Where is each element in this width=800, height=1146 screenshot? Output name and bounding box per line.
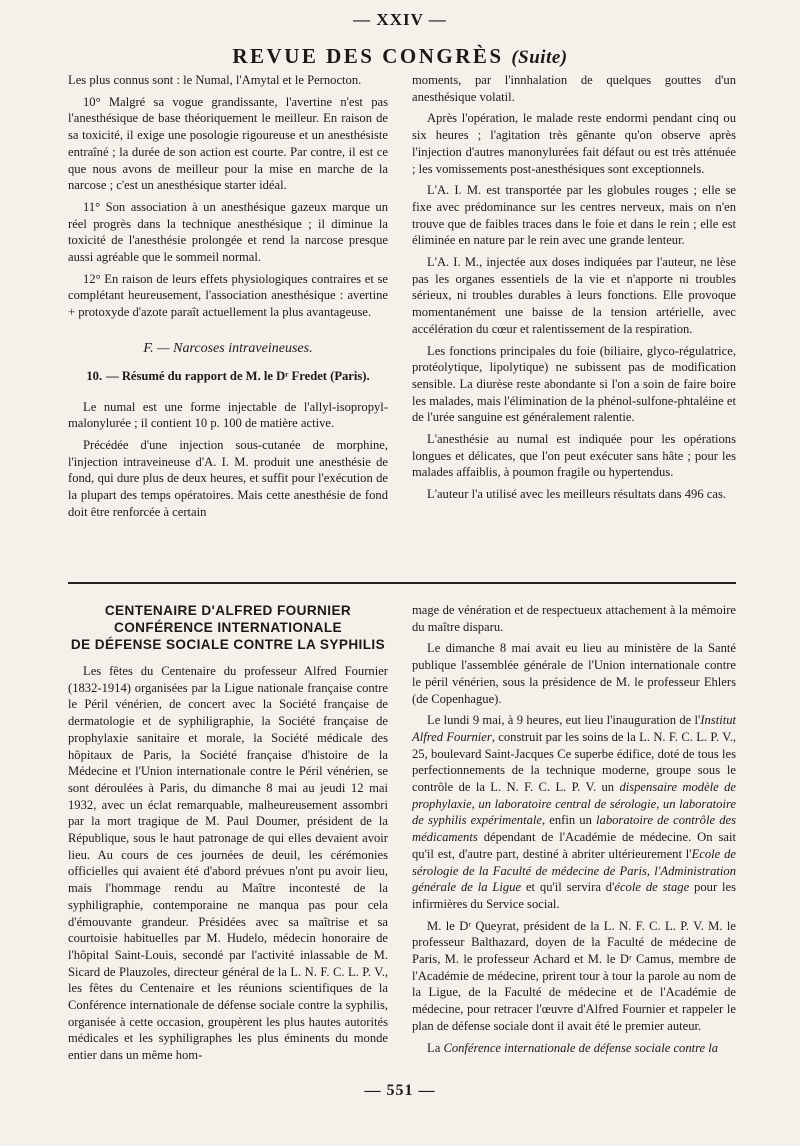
running-head	[0, 44, 800, 69]
paragraph: Le numal est une forme injectable de l'allyl-isopropyl-malonylurée ; il contient 10 p. 100 de matière active.	[68, 399, 388, 431]
text-run: dépendant de l'Académie de médecine. On sait qu'il est, d'autre part, destiné à abriter ultérieurement l'	[412, 830, 736, 861]
paragraph: L'A. I. M., injectée aux doses indiquées par l'auteur, ne lèse pas les organes essentiels de la vie et n'apporte ni troubles sérieux, ni troubles durables à leurs fonctions. Elle provoque momentanément une baisse de la tension artérielle, avec accélération du cœur et ralentissement de la respiration.	[412, 255, 736, 336]
article-title	[68, 602, 388, 653]
paragraph: Les plus connus sont : le Numal, l'Amytal et le Pernocton.	[68, 73, 362, 87]
paragraph: moments, par l'innhalation de quelques gouttes d'un anesthésique volatil.	[412, 73, 736, 104]
paragraph: Précédée d'une injection sous-cutanée de morphine, l'injection intraveineuse d'A. I. M. produit une anesthésie de fond, qui dure plus de deux heures, et suffit pour l'exécution de la plupart des temps opératoires. Mais cette anesthésie de fond doit être renforcée à certain	[68, 437, 388, 519]
emphasis: Conférence internationale de défense sociale contre la	[443, 1040, 719, 1055]
text-run: pour les infirmières du Service social.	[412, 880, 737, 911]
report-heading	[68, 368, 388, 385]
text-run: Le lundi 9 mai, à 9 heures, eut lieu l'inauguration de l'	[427, 713, 701, 728]
page-roman-number: — XXIV —	[353, 10, 447, 29]
paragraph: L'anesthésie au numal est indiquée pour les opérations longues et délicates, que l'on peut exécuter sans hâte ; pour les malades affaiblis, à poumon fragile ou hypertendus.	[412, 432, 736, 480]
emphasis: Ecole de sérologie de la Faculté de médecine de Paris, l'Administration générale de la Ligue	[412, 846, 736, 895]
page-number: — 551 —	[364, 1082, 436, 1099]
article-title-line: CONFÉRENCE INTERNATIONALE	[113, 620, 342, 635]
emphasis: école de stage	[614, 880, 690, 895]
text-run: , enfin un	[541, 813, 597, 828]
top-right-column	[412, 72, 736, 508]
paragraph: M. le Dʳ Queyrat, président de la L. N. F. C. L. P. V. M. le professeur Balthazard, doyen de la Faculté de médecine de Paris, M. le professeur Achard et M. le Dʳ Camus, membre de l'Académie de médecine, prirent tour à tour la parole au nom de la Ligue, de la Faculté de médecine et de l'Académie de médecine, pour retracer l'œuvre d'Alfred Fournier et rappeler le plan de défense sociale dont il avait été le premier auteur.	[412, 918, 736, 1033]
article-title-line: DE DÉFENSE SOCIALE CONTRE LA SYPHILIS	[70, 637, 386, 652]
paragraph: mage de vénération et de respectueux attachement à la mémoire du maître disparu.	[412, 603, 736, 634]
section-divider	[68, 582, 736, 584]
text-run: et qu'il servira d'	[521, 880, 615, 895]
top-left-column	[68, 72, 388, 525]
paragraph: L'auteur l'a utilisé avec les meilleurs résultats dans 496 cas.	[427, 487, 726, 502]
journal-title-suffix: (Suite)	[511, 47, 568, 68]
paragraph: Les fêtes du Centenaire du professeur Alfred Fournier (1832-1914) organisées par la Ligue nationale française contre le Péril vénérien, de concert avec la Société française de dermatologie et de syphiligraphie, la Société française de prophylaxie sanitaire et morale, la Société médicale des hôpitaux de Paris, la Société française d'histoire de la Médecine et l'Union internationale contre le Péril vénérien, se sont déroulées à Paris, du dimanche 8 mai au jeudi 12 mai 1932, avec un éclat remarquable, malheureusement assombri par la mort tragique de M. Paul Doumer, président de la République, sous le haut patronage de qui elles devaient avoir lieu. Au cours de ces journées de deuil, les cérémonies officielles qui avaient été d'abord prévues n'ont pu avoir lieu, mais l'hommage rendu au Maître incontesté de la syphiligraphie, contemporaine ne manqua pas pour cela d'émouvante grandeur. Présidées avec sa maîtrise et sa courtoisie habituelles par M. Hudelo, médecin honoraire de l'hôpital Saint-Louis, secondé par l'activité inlassable de M. Sicard de Plauzoles, directeur général de la L. N. F. C. L. P. V., les fêtes du Centenaire et les réunions scientifiques de la Conférence internationale de défense sociale contre la syphilis, organisée à cette occasion, groupèrent les plus hautes autorités médicales et les syphiligraphes les plus éminents du monde entier dans un même hom-	[68, 664, 388, 1063]
paragraph: L'A. I. M. est transportée par les globules rouges ; elle se fixe avec prédominance sur les centres nerveux, mais on n'en trouve que de faibles traces dans le foie et dans le rein ; elle est éliminée en nature par le rein avec une grande lenteur.	[412, 183, 736, 248]
paragraph: Le dimanche 8 mai avait eu lieu au ministère de la Santé publique l'assemblée générale de l'Union internationale contre le péril vénérien, sous la présidence de M. le professeur Ehlers (de Copenhague).	[412, 641, 736, 706]
emphasis: Institut Alfred Fournier	[412, 713, 736, 744]
emphasis: laboratoire de contrôle des médicaments	[412, 813, 736, 845]
paragraph: 12° En raison de leurs effets physiologiques contraires et se complétant heureusement, l'association anesthésique : avertine + protoxyde d'azote paraît actuellement la plus avantageuse.	[68, 271, 388, 320]
paragraph	[412, 712, 736, 912]
paragraph: 10° Malgré sa vogue grandissante, l'avertine n'est pas l'anesthésique de base théoriquement le meilleur. En raison de sa toxicité, il exige une posologie rigoureuse et un anesthésiste entraîné ; la durée de son action est courte. Par contre, il est ce que nous avons de meilleur pour la mise en marche de la narcose ; c'est un anesthésique starter idéal.	[68, 94, 388, 193]
paragraph: Les fonctions principales du foie (biliaire, glyco-régulatrice, protéolytique, lipolytique) ne subissent pas de modification sensible. La diurèse reste abondante si l'on a soin de faire boire les malades, mais l'élimination de la phénol-sulfone-phtaléine et de l'urée sanguine est généralement ralentie.	[412, 343, 736, 425]
text-run: La	[427, 1040, 444, 1055]
journal-title: REVUE DES CONGRÈS	[232, 44, 504, 68]
bottom-left-column	[68, 602, 388, 1069]
text-run: , construit par les soins de la L. N. F. C. L. P. V., 25, boulevard Saint-Jacques Ce superbe édifice, doté de tous les perfectionnements de la technique moderne, groupe sous le contrôle de la L. N. F. C. L. P. V. un	[412, 729, 736, 795]
article-title-line: CENTENAIRE D'ALFRED FOURNIER	[104, 603, 352, 618]
emphasis: dispensaire modèle de prophylaxie, un laboratoire central de sérologie, un laboratoire de syphilis expérimentale	[412, 780, 736, 828]
section-heading: F. — Narcoses intraveineuses.	[143, 340, 313, 356]
paragraph	[412, 1040, 736, 1057]
report-title: — Résumé du rapport de M. le Dʳ Fredet (Paris).	[106, 368, 370, 383]
bottom-right-column	[412, 602, 736, 1061]
report-number: 10.	[86, 368, 103, 383]
paragraph: Après l'opération, le malade reste endormi pendant cinq ou six heures ; l'agitation très gênante qu'on observe après l'injection d'autres manonylurées fait défaut ou est très atténuée ; les vomissements post-anesthésiques sont exceptionnels.	[412, 111, 736, 176]
paragraph: 11° Son association à un anesthésique gazeux marque un réel progrès dans la technique anesthésique ; il diminue la toxicité de l'anesthésie prolongée et rend la narcose presque aussi agréable que le sommeil normal.	[68, 199, 388, 265]
